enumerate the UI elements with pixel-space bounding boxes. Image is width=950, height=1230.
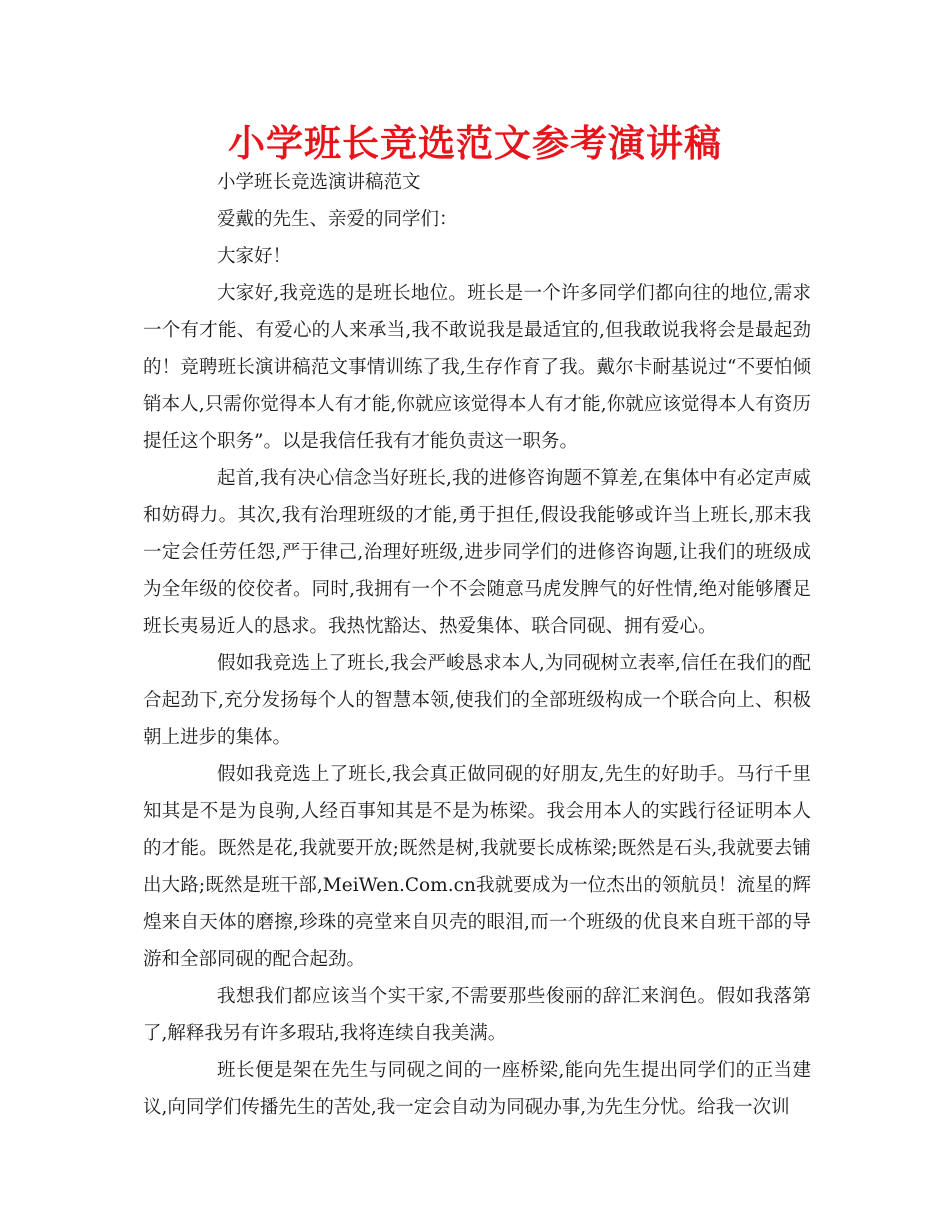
document-body (143, 164, 811, 1126)
paragraph-promise: 假如我竞选上了班长,我会真正做同砚的好朋友,先生的好助手。马行千里知其是不是为良驹,人经百事知其是不是为栋梁。我会用本人的实践行径证明本人的才能。既然是花,我就要开放;既然是树,我就要长成栋梁;既然是石头,我就要去铺出大路;既然是班干部,MeiWen.Com.cn我就要成为一位杰出的领航员！流星的辉煌来自天体的磨擦,珍珠的亮堂来自贝壳的眼泪,而一个班级的优良来自班干部的导游和全部同砚的配合起劲。 (143, 764, 811, 970)
paragraph-bridge: 班长便是架在先生与同砚之间的一座桥梁,能向先生提出同学们的正当建议,向同学们传播先生的苦处,我一定会自动为同砚办事,为先生分忧。给我一次训 (143, 1060, 811, 1118)
paragraph-salutation: 爱戴的先生、亲爱的同学们： (217, 209, 458, 230)
paragraph-intro: 大家好,我竞选的是班长地位。班长是一个许多同学们都向往的地位,需求一个有才能、有爱心的人来承当,我不敢说我是最适宜的,但我敢说我将会是最起劲的！竞聘班长演讲稿范文事情训练了我,生存作育了我。戴尔卡耐基说过“不要怕倾销本人,只需你觉得本人有才能,你就应该觉得本人有才能,你就应该觉得本人有资历提任这个职务”。以是我信任我有才能负责这一职务。 (143, 283, 811, 452)
paragraph-qualifications: 起首,我有决心信念当好班长,我的进修咨询题不算差,在集体中有必定声威和妨碍力。其次,我有治理班级的才能,勇于担任,假设我能够或许当上班长,那末我一定会任劳任怨,严于律己,治理好班级,进步同学们的进修咨询题,让我们的班级成为全年级的佼佼者。同时,我拥有一个不会随意马虎发脾气的好性情,绝对能够餍足班长夷易近人的恳求。我热忱豁达、热爱集体、联合同砚、拥有爱心。 (143, 468, 811, 637)
document-title: 小学班长竞选范文参考演讲稿 (228, 122, 722, 165)
paragraph-subtitle: 小学班长竞选演讲稿范文 (217, 172, 421, 193)
paragraph-greeting: 大家好！ (217, 246, 292, 267)
paragraph-commitment: 假如我竞选上了班长,我会严峻恳求本人,为同砚树立表率,信任在我们的配合起劲下,充分发扬每个人的智慧本领,使我们的全部班级构成一个联合向上、积极朝上进步的集体。 (143, 653, 811, 748)
paragraph-practical: 我想我们都应该当个实干家,不需要那些俊丽的辞汇来润色。假如我落第了,解释我另有许多瑕玷,我将连续自我美满。 (143, 986, 811, 1044)
